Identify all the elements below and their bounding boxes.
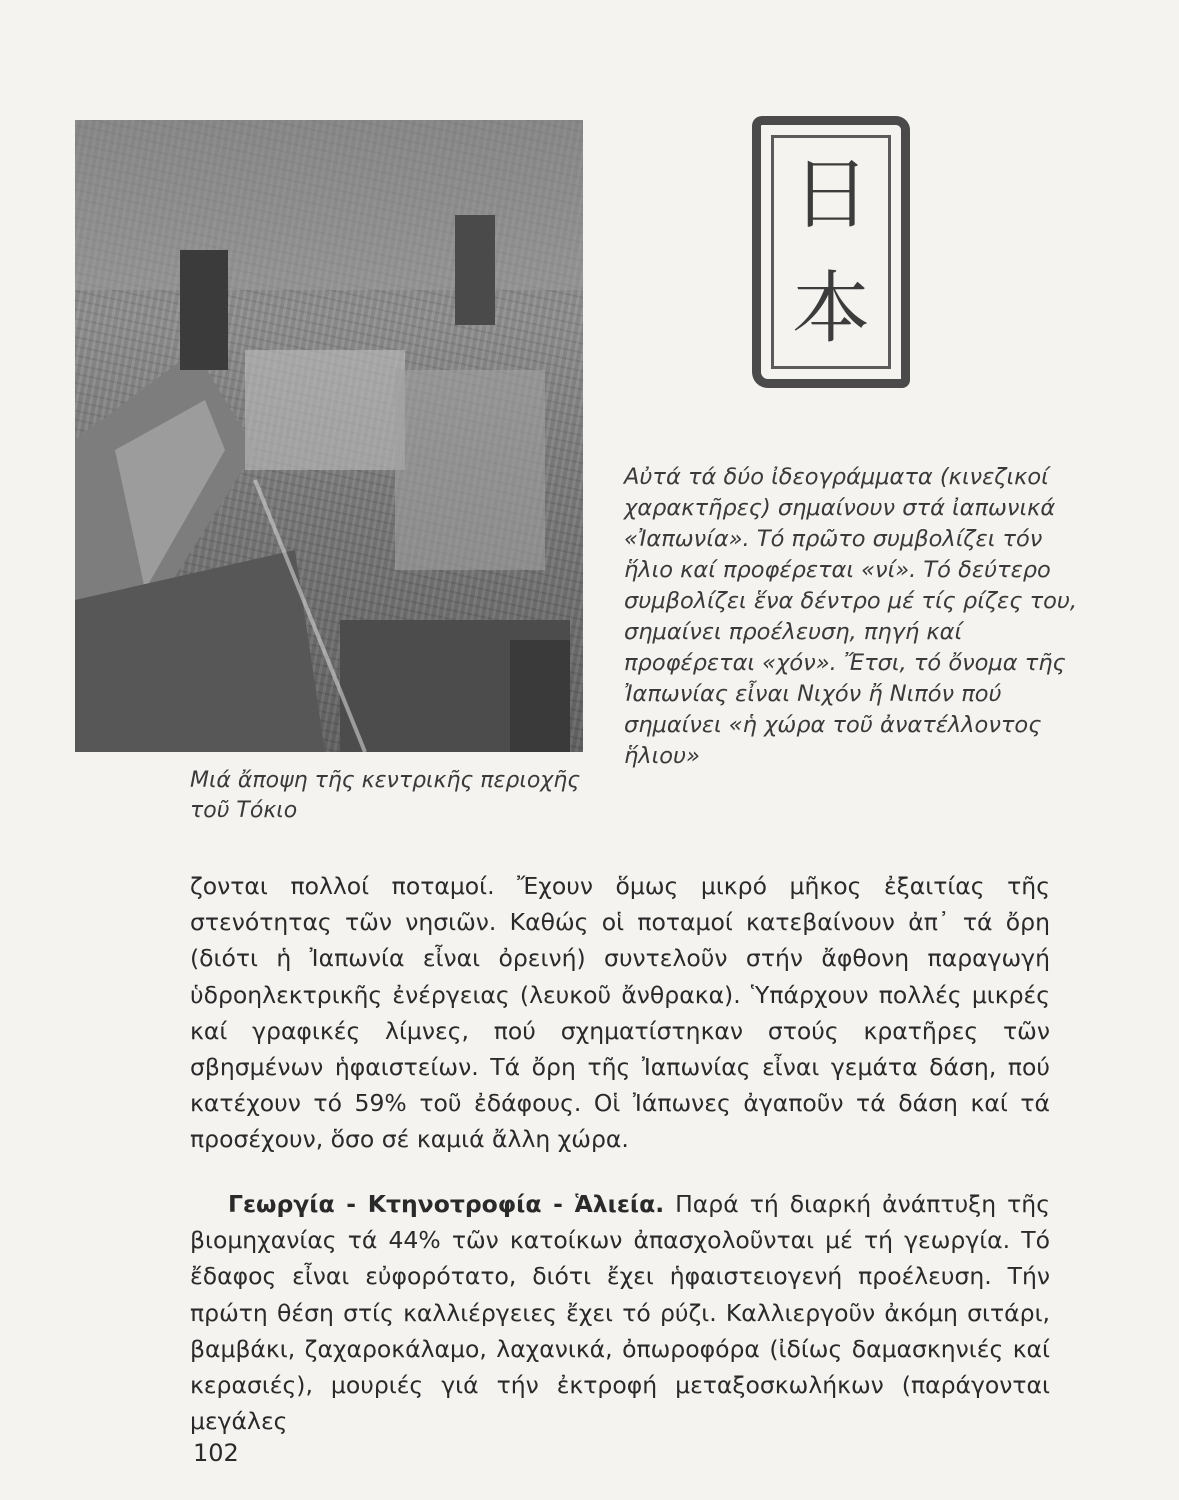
tokyo-aerial-photo	[75, 120, 583, 752]
body-paragraph-2-text: Παρά τή διαρκή ἀνάπτυξη τῆς βιομηχανίας τά 44% τῶν κατοίκων ἀπασχολοῦνται μέ τή γεωργία. Τό ἔδαφος εἶναι εὐφορότατο, διότι ἔχει ἡφαιστειογενή προέλευση. Τήν πρώτη θέση στίς καλλιέργειες ἔχει τό ρύζι. Καλλιεργοῦν ἀκόμη σιτάρι, βαμβάκι, ζαχαροκάλαμο, λαχανικά, ὀπωροφόρα (ἰδίως δαμασκηνιές καί κερασιές), μουριές γιά τήν ἐκτροφή μεταξοσκωλήκων (παράγονται μεγάλες	[190, 1190, 1050, 1436]
page-number: 102	[193, 1439, 239, 1467]
kanji-root-character: 本	[791, 264, 870, 354]
kanji-frame	[752, 116, 910, 388]
kanji-sun-character: 日	[791, 150, 870, 240]
body-paragraph-1: ζονται πολλοί ποταμοί. Ἔχουν ὅμως μικρό μῆκος ἐξαιτίας τῆς στενότητας τῶν νησιῶν. Καθώς οἱ ποταμοί κατεβαίνουν ἀπ᾽ τά ὄρη (διότι ἡ Ἰαπωνία εἶναι ὀρεινή) συντελοῦν στήν ἄφθονη παραγωγή ὑδροηλεκτρικῆς ἐνέργειας (λευκοῦ ἄνθρακα). Ὑπάρχουν πολλές μικρές καί γραφικές λίμνες, πού σχηματίστηκαν στούς κρατῆρες τῶν σβησμένων ἡφαιστείων. Τά ὄρη τῆς Ἰαπωνίας εἶναι γεμάτα δάση, πού κατέχουν τό 59% τοῦ ἐδάφους. Οἱ Ἰάπωνες ἀγαποῦν τά δάση καί τά προσέχουν, ὅσο σέ καμιά ἄλλη χώρα.	[190, 872, 1050, 1154]
photo-caption: Μιά ἄποψη τῆς κεντρικῆς περιοχῆς τοῦ Τόκιο	[190, 768, 581, 823]
kanji-inner-frame	[771, 135, 891, 369]
kanji-caption: Αὐτά τά δύο ἰδεογράμματα (κινεζικοί χαρακτῆρες) σημαίνουν στά ἰαπωνικά «Ἰαπωνία». Τό πρῶτο συμβολίζει τόν ἥλιο καί προφέρεται «νί». Τό δεύτερο συμβολίζει ἕνα δέντρο μέ τίς ρίζες του, σημαίνει προέλευση, πηγή καί προφέρεται «χόν». Ἔτσι, τό ὄνομα τῆς Ἰαπωνίας εἶναι Νιχόν ἤ Νιπόν πού σημαίνει «ἡ χώρα τοῦ ἀνατέλλοντος ἥλιου»	[624, 464, 1078, 769]
body-paragraph-2	[190, 1186, 1050, 1439]
photo-illustration	[75, 120, 583, 752]
section-heading-agriculture: Γεωργία - Κτηνοτροφία - Ἁλιεία.	[228, 1190, 665, 1218]
